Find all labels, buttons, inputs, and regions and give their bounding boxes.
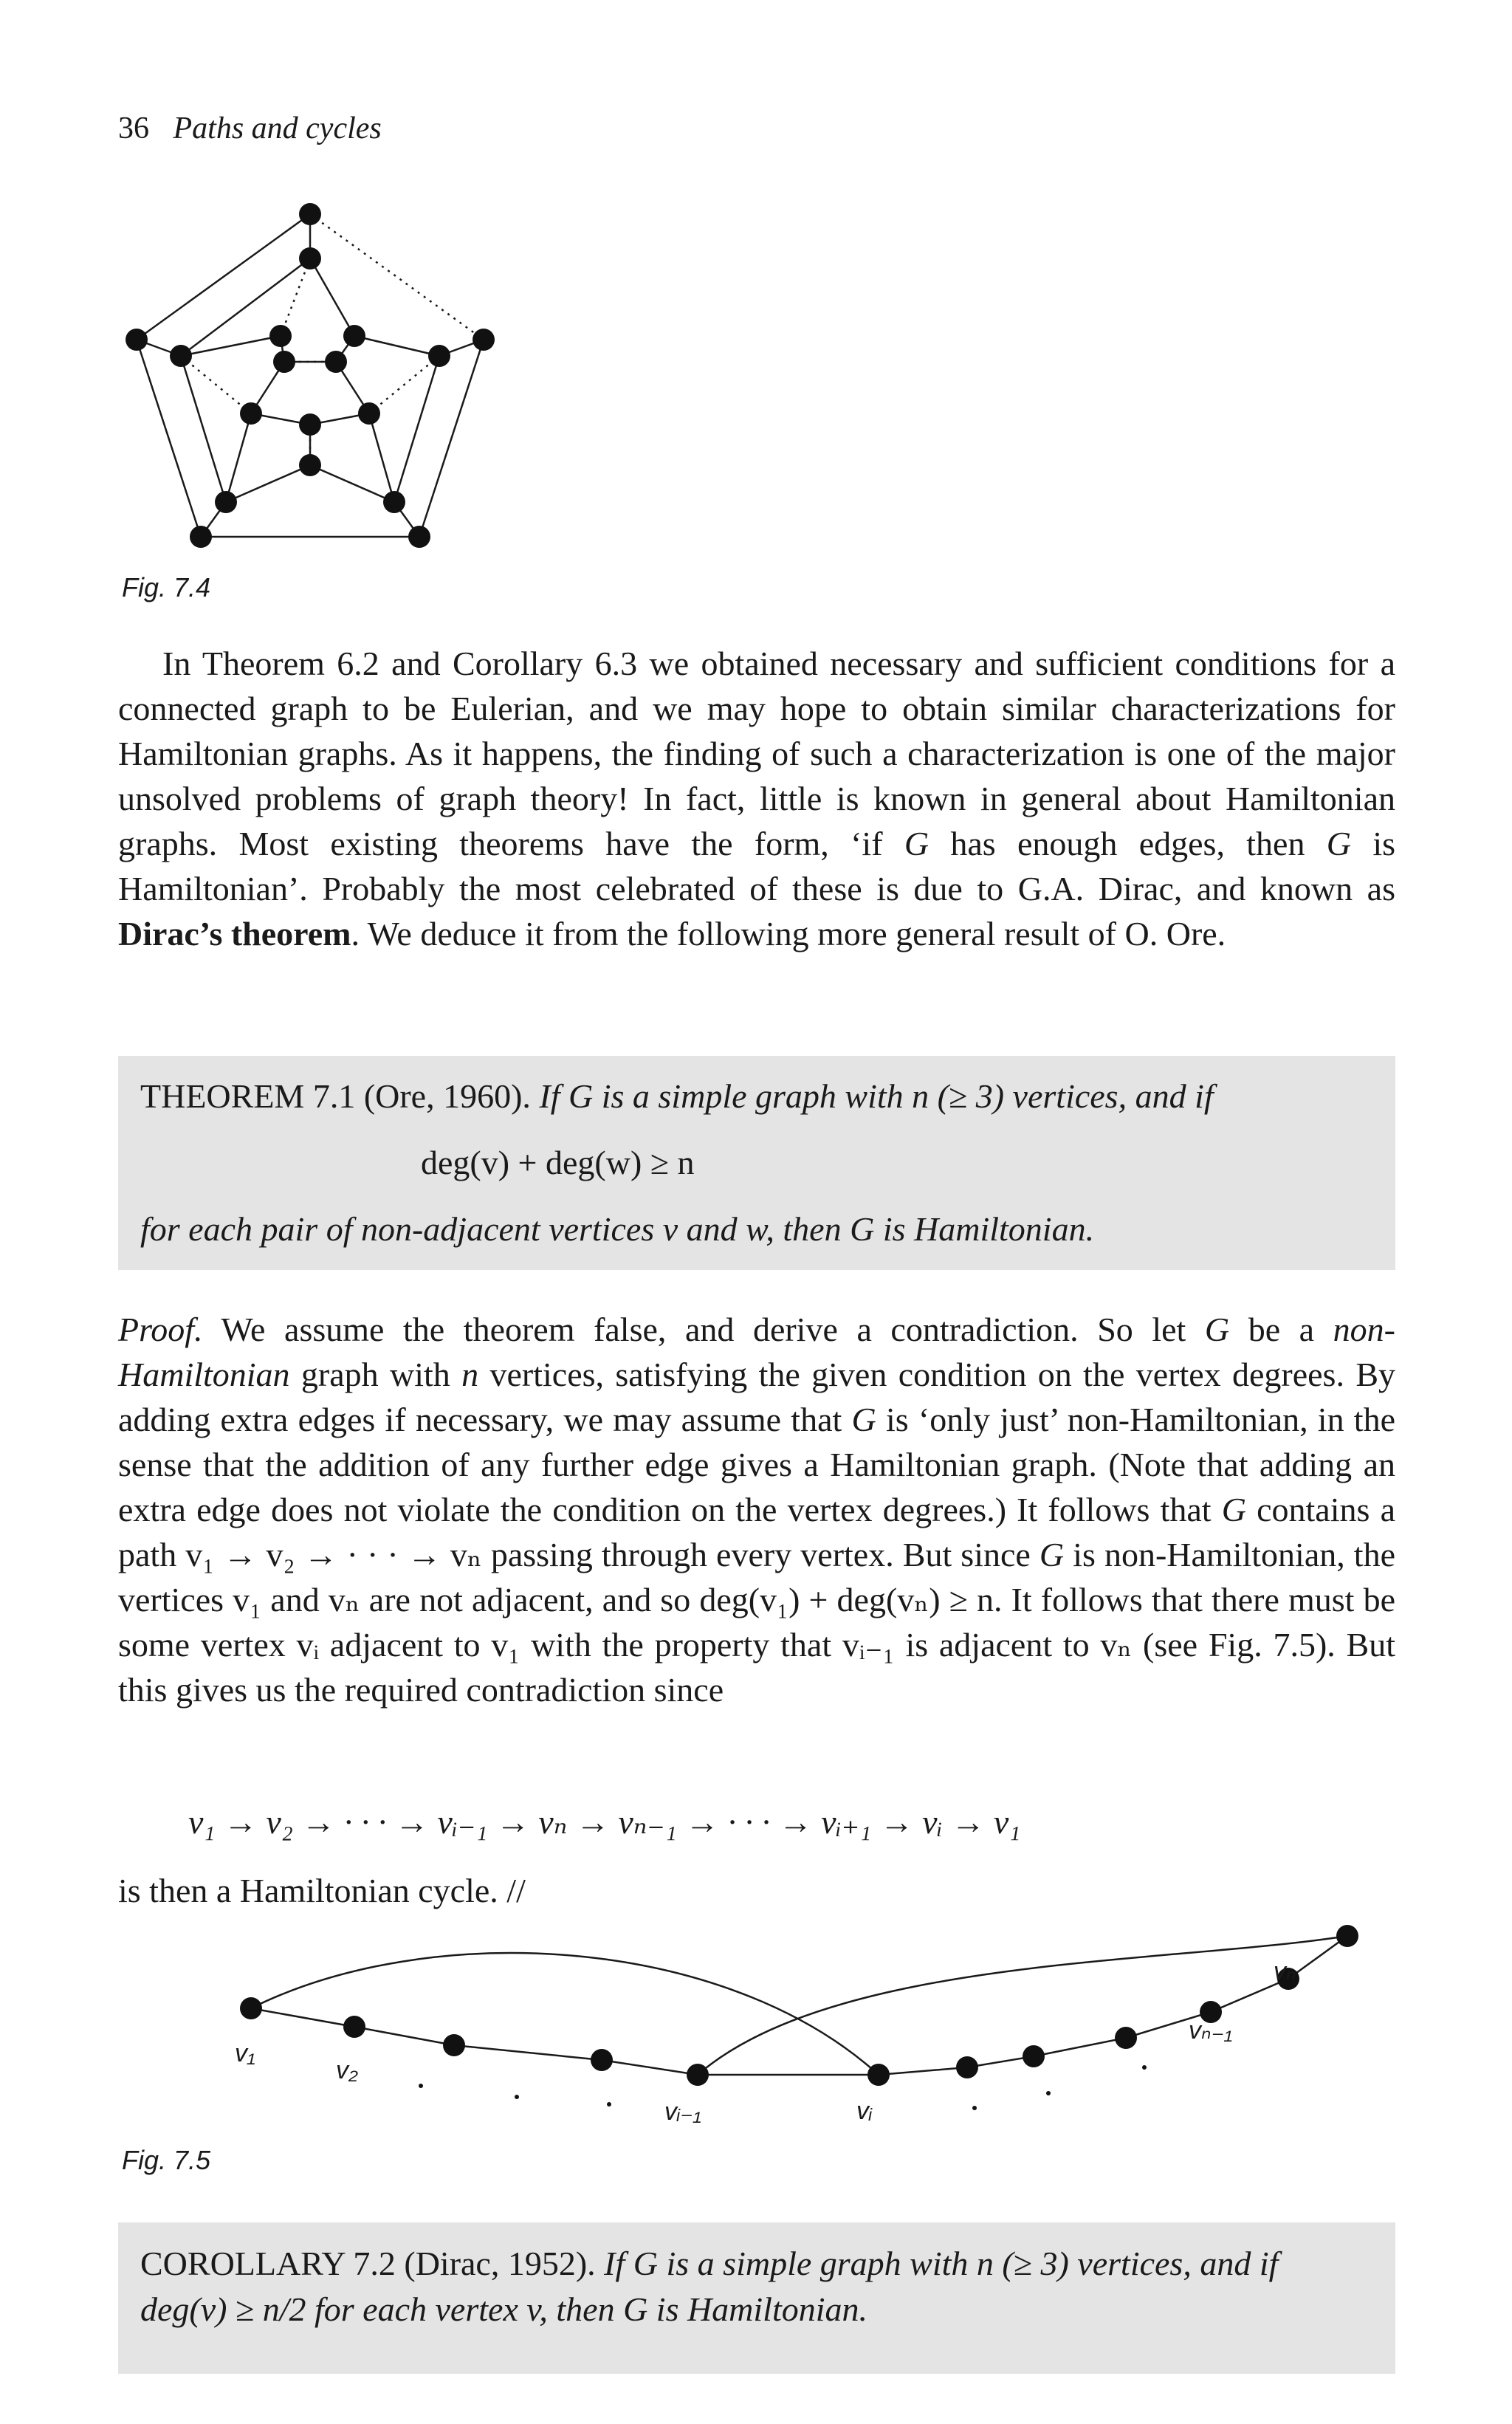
figure-7-4-graph <box>103 185 517 554</box>
figure-7-5-path-diagram <box>207 1890 1403 2112</box>
proof-var-g3: G <box>1221 1491 1246 1528</box>
corollary-statement: If G is a simple graph with n (≥ 3) vertices, and if deg(v) ≥ n/2 for each vertex v, then G is Hamiltonian. <box>140 2245 1279 2328</box>
corollary-label: COROLLARY 7.2 (Dirac, 1952). <box>140 2245 596 2282</box>
dirac-theorem-term: Dirac’s theorem <box>118 915 351 952</box>
intro-text-1: In Theorem 6.2 and Corollary 6.3 we obtained necessary and sufficient conditions for a connected graph to be Eulerian, and we may hope to obtain similar characterizations for Hamiltonian graphs. As it happens, the finding of such a characterization is one of the major unsolved problems of graph theory! In fact, little is known in general about Hamiltonian graphs. Most existing theorems have the form, ‘if <box>118 645 1395 862</box>
proof-var-g4: G <box>1039 1536 1065 1573</box>
proof-paragraph <box>118 1307 1395 1712</box>
vertex-8 <box>1023 2045 1045 2067</box>
theorem-label: THEOREM 7.1 (Ore, 1960). <box>140 1077 531 1115</box>
vertex-3 <box>443 2034 465 2056</box>
theorem-statement-1: If G is a simple graph with n (≥ 3) vertices, and if <box>539 1077 1214 1115</box>
vertex-vi <box>867 2064 890 2086</box>
proof-text-5: is ‘only just’ non-Hamiltonian, in the sense that the addition of any further edge gives a Hamiltonian graph. (Note that adding an extra edge does not violate the condition on the vertex degrees.) It follows that <box>118 1401 1395 1528</box>
label-vi: vᵢ <box>856 2097 873 2125</box>
intro-var-g1: G <box>904 825 929 862</box>
label-vi-minus-1: vᵢ₋₁ <box>664 2098 701 2126</box>
intro-text-4: . We deduce it from the following more general result of O. Ore. <box>351 915 1226 952</box>
intro-var-g2: G <box>1326 825 1352 862</box>
vertex-7 <box>956 2056 978 2078</box>
vertex-4 <box>591 2049 613 2071</box>
theorem-formula: deg(v) + deg(w) ≥ n <box>421 1144 695 1181</box>
proof-var-n: n <box>461 1356 479 1393</box>
proof-label: Proof. <box>118 1311 203 1348</box>
proof-text-6: contains a path v₁ → v₂ → · · · → vₙ passing through every vertex. But since <box>118 1491 1395 1573</box>
proof-text-3: graph with <box>289 1356 462 1393</box>
vertex-9 <box>1115 2027 1137 2049</box>
vertex-vi-minus-1 <box>687 2064 709 2086</box>
figure-7-5-caption: Fig. 7.5 <box>122 2145 211 2175</box>
label-vn: vₙ <box>1274 1957 1296 1985</box>
intro-text-2: has enough edges, then <box>929 825 1327 862</box>
running-header <box>118 111 382 146</box>
label-vn-minus-1: vₙ₋₁ <box>1189 2016 1233 2044</box>
proof-text-2: be a <box>1229 1311 1333 1348</box>
intro-paragraph <box>118 641 1395 956</box>
vertex-v2 <box>343 2016 365 2038</box>
theorem-box <box>118 1056 1395 1270</box>
proof-var-g2: G <box>851 1401 876 1438</box>
label-v1: v₁ <box>235 2039 255 2067</box>
intro-text-3: is Hamiltonian’. Probably the most celebrated of these is due to G.A. Dirac, and known as <box>118 825 1396 907</box>
vertex-v1 <box>240 1997 262 2019</box>
hamiltonian-cycle-equation: v₁ → v₂ → · · · → vᵢ₋₁ → vₙ → vₙ₋₁ → · · · → vᵢ₊₁ → vᵢ → v₁ <box>188 1803 1021 1841</box>
running-title: Paths and cycles <box>173 111 382 145</box>
label-v2: v₂ <box>336 2056 358 2084</box>
proof-non-hamiltonian: non-Hamiltonian <box>118 1311 1395 1393</box>
theorem-statement-2: for each pair of non-adjacent vertices v and w, then G is Hamiltonian. <box>140 1210 1095 1248</box>
figure-7-4-caption: Fig. 7.4 <box>122 572 211 602</box>
proof-conclusion: is then a Hamiltonian cycle. // <box>118 1872 526 1909</box>
proof-text-4: vertices, satisfying the given condition on the vertex degrees. By adding extra edges if necessary, we may assume that <box>118 1356 1395 1438</box>
vertex-vn <box>1336 1925 1358 1947</box>
corollary-box <box>118 2222 1395 2374</box>
page-number: 36 <box>118 111 149 145</box>
theorem-line-1 <box>140 1074 1214 1119</box>
proof-var-g1: G <box>1204 1311 1230 1348</box>
proof-text-1: We assume the theorem false, and derive a contradiction. So let <box>202 1311 1205 1348</box>
proof-text-7: is non-Hamiltonian, the vertices v₁ and vₙ are not adjacent, and so deg(v₁) + deg(vₙ) ≥ n. It follows that there must be some vertex vᵢ adjacent to v₁ with the property that vᵢ₋₁ is adjacent to vₙ (see Fig. 7.5). But this gives us the required contradiction since <box>118 1536 1396 1709</box>
corollary-content <box>140 2241 1373 2332</box>
